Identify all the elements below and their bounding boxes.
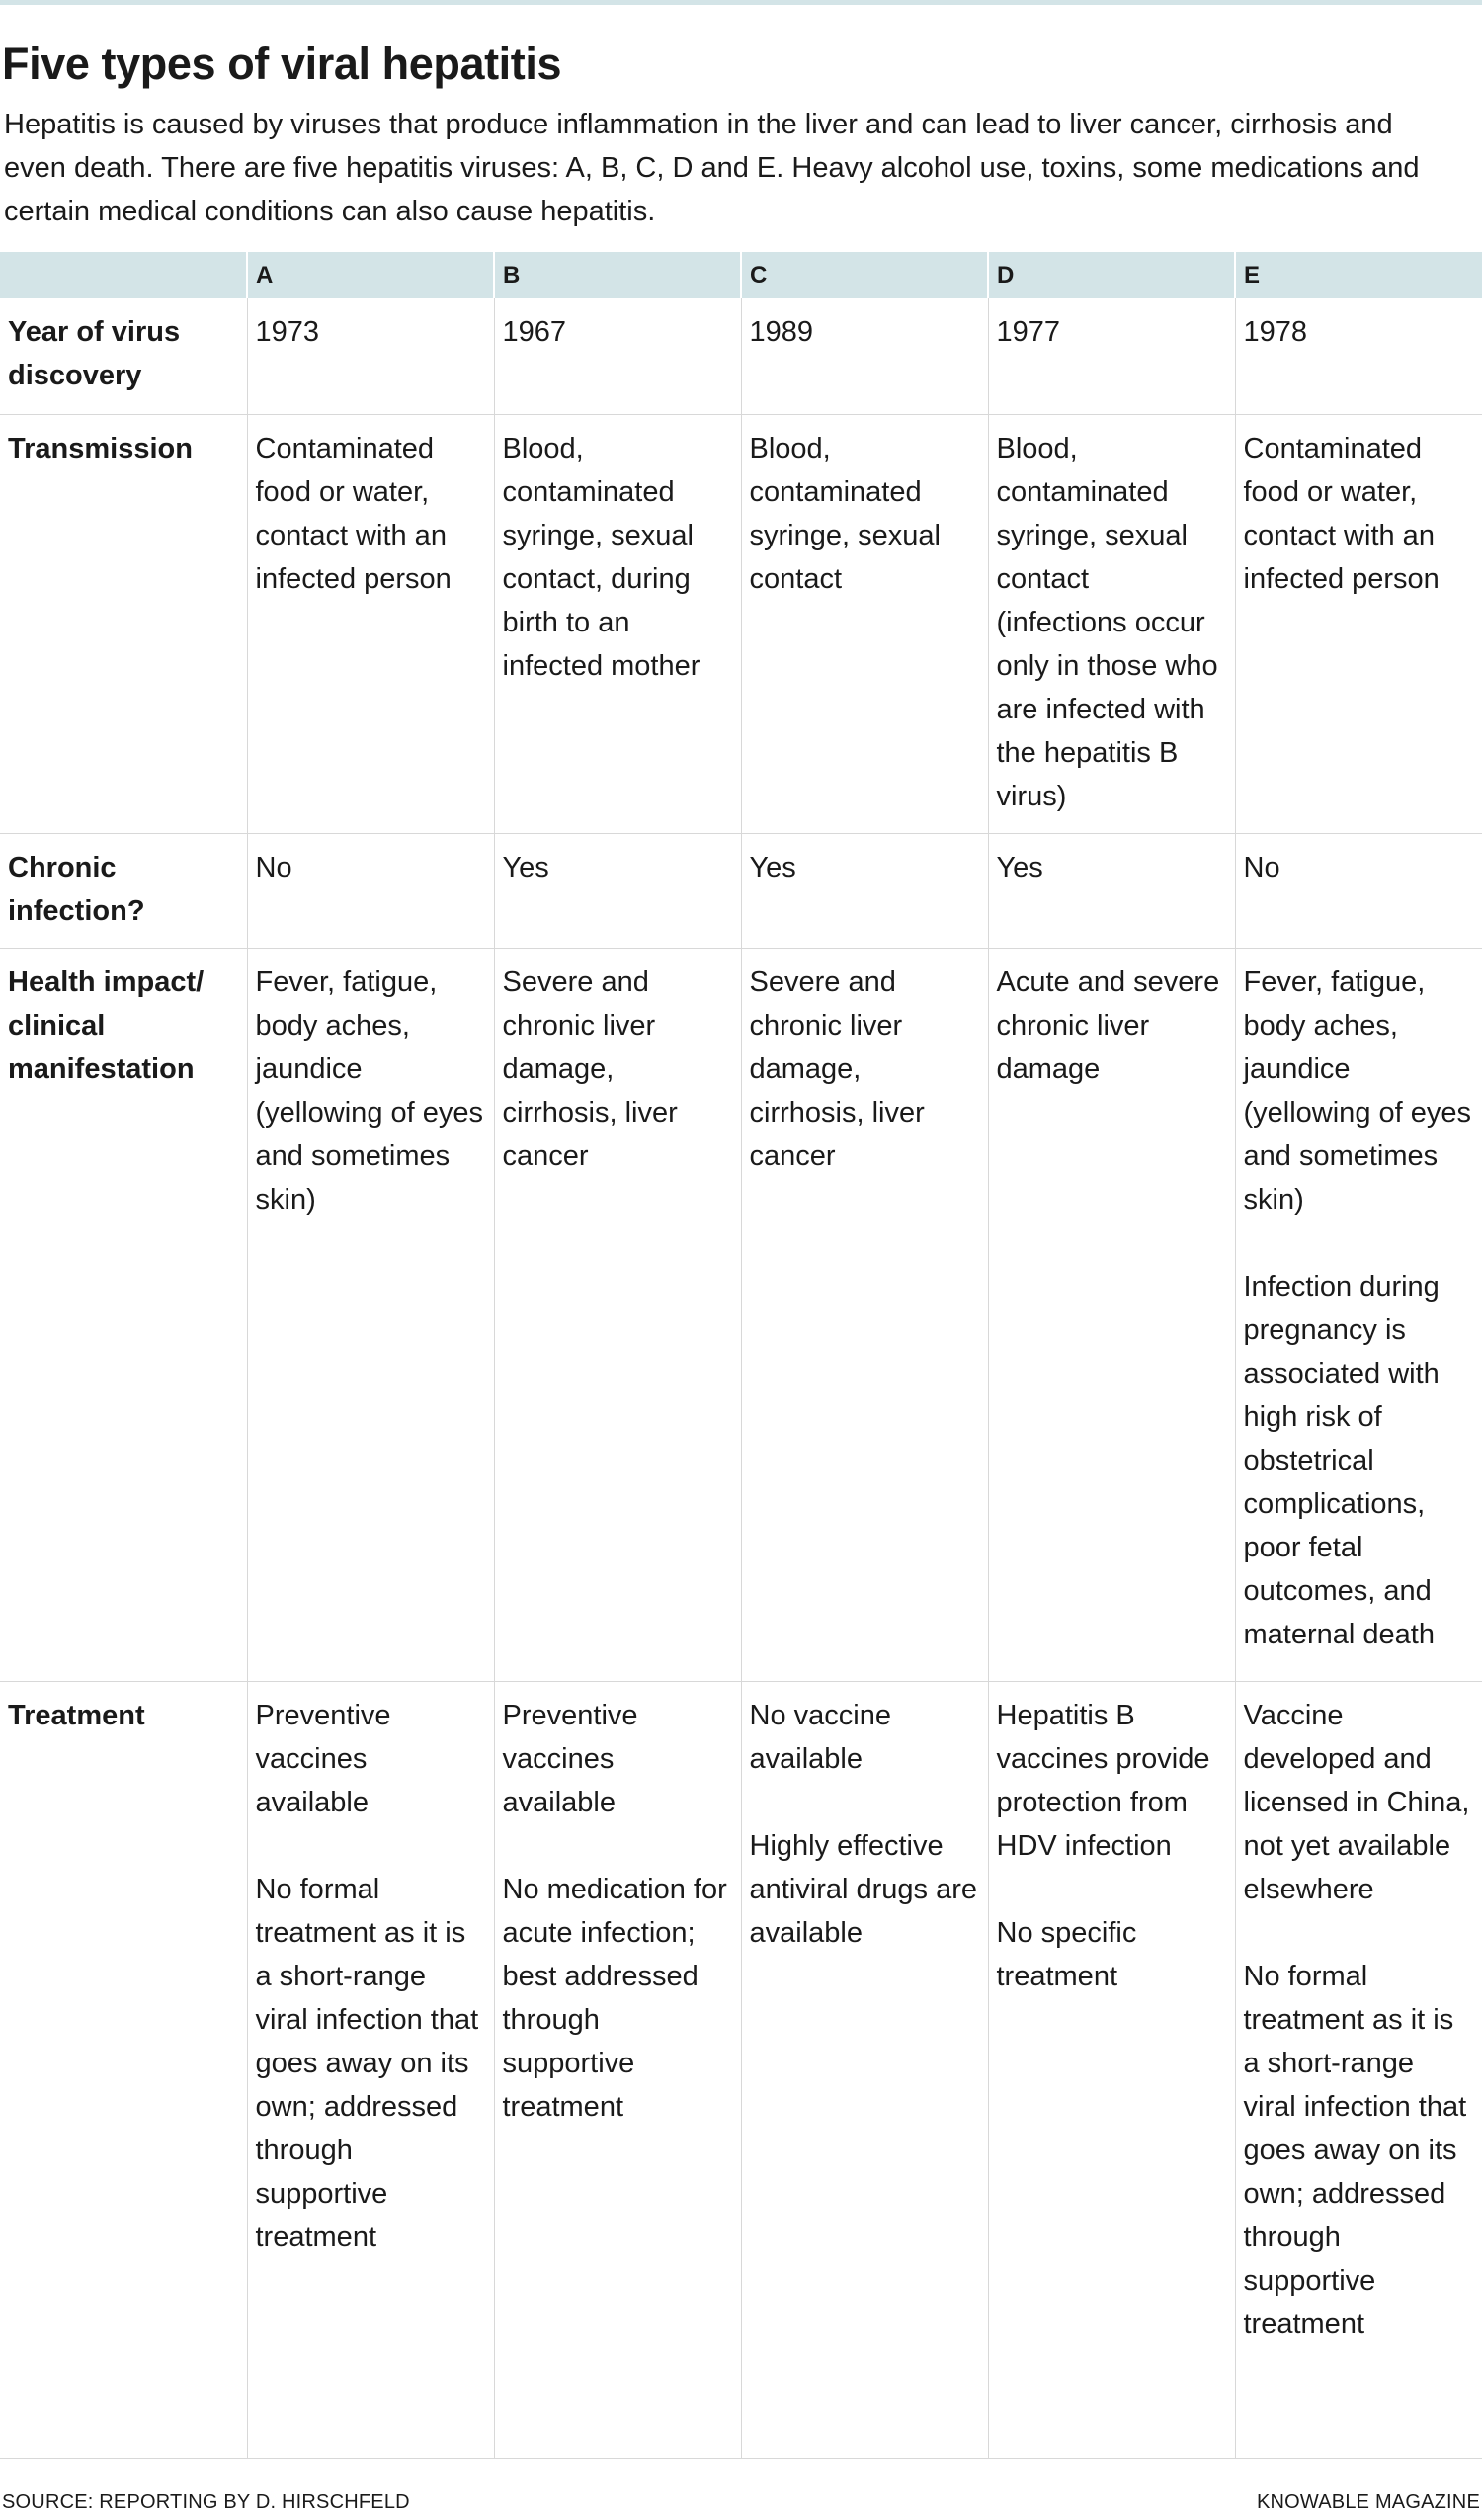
- header-cell-a: A: [247, 252, 494, 298]
- row-label: Chronic infection?: [0, 833, 247, 948]
- cell-text: Fever, fatigue, body aches, jaundice (yellowing of eyes and sometimes skin): [1243, 966, 1471, 1216]
- row-chronic-infection: [0, 833, 1482, 948]
- cell-c: [741, 833, 988, 948]
- cell-a: [247, 948, 494, 1681]
- cell-text: 1967: [502, 316, 567, 348]
- cell-c: [741, 298, 988, 414]
- hepatitis-table: [0, 252, 1482, 2459]
- cell-text: Highly effective antiviral drugs are available: [749, 1829, 977, 1949]
- cell-text: Severe and chronic liver damage, cirrhosis, liver cancer: [749, 966, 925, 1172]
- source-note: SOURCE: REPORTING BY D. HIRSCHFELD: [2, 2491, 410, 2513]
- cell-text: Preventive vaccines available: [502, 1699, 638, 1818]
- header-cell-blank: [0, 252, 247, 298]
- row-health-impact: [0, 948, 1482, 1681]
- cell-text: Contaminated food or water, contact with an infected person: [255, 432, 452, 595]
- cell-e: [1235, 833, 1482, 948]
- cell-text: Yes: [502, 851, 549, 883]
- cell-text: Hepatitis B vaccines provide protection from HDV infection: [996, 1699, 1210, 1862]
- cell-b: [494, 833, 741, 948]
- cell-d: [988, 948, 1235, 1681]
- cell-text: No medication for acute infection; best addressed through supportive treatment: [502, 1873, 727, 2123]
- cell-d: [988, 414, 1235, 833]
- cell-c: [741, 948, 988, 1681]
- cell-d: [988, 1681, 1235, 2458]
- header-cell-e: E: [1235, 252, 1482, 298]
- row-transmission: [0, 414, 1482, 833]
- cell-d: [988, 833, 1235, 948]
- cell-e: [1235, 298, 1482, 414]
- cell-text: No formal treatment as it is a short-range viral infection that goes away on its own; addressed through supportive treatment: [1243, 1960, 1467, 2340]
- cell-text: No formal treatment as it is a short-range viral infection that goes away on its own; addressed through supportive treatment: [255, 1873, 479, 2253]
- cell-text: No specific treatment: [996, 1916, 1137, 1992]
- row-label: Treatment: [0, 1681, 247, 2458]
- cell-text: Infection during pregnancy is associated with high risk of obstetrical complications, poor fetal outcomes, and maternal death: [1243, 1270, 1440, 1650]
- cell-text: 1978: [1243, 316, 1308, 348]
- cell-b: [494, 298, 741, 414]
- header-cell-c: C: [741, 252, 988, 298]
- cell-a: [247, 1681, 494, 2458]
- cell-text: Fever, fatigue, body aches, jaundice (yellowing of eyes and sometimes skin): [255, 966, 483, 1216]
- intro-text: Hepatitis is caused by viruses that produce inflammation in the liver and can lead to liver cancer, cirrhosis and even death. There are five hepatitis viruses: A, B, C, D and E. Heavy alcohol use, toxins, some medications and certain medical conditions can also cause hepatitis.: [4, 109, 1420, 227]
- cell-text: Preventive vaccines available: [255, 1699, 391, 1818]
- header-row: [0, 252, 1482, 298]
- row-label: Health impact/ clinical manifestation: [0, 948, 247, 1681]
- cell-text: No: [1243, 851, 1280, 883]
- row-treatment: [0, 1681, 1482, 2458]
- row-label: Transmission: [0, 414, 247, 833]
- cell-text: Vaccine developed and licensed in China, not yet available elsewhere: [1243, 1699, 1470, 1905]
- cell-text: Yes: [996, 851, 1043, 883]
- cell-text: 1977: [996, 316, 1061, 348]
- cell-a: [247, 414, 494, 833]
- cell-c: [741, 414, 988, 833]
- page-title: Five types of viral hepatitis: [2, 39, 562, 89]
- cell-e: [1235, 414, 1482, 833]
- cell-text: No vaccine available: [749, 1699, 891, 1775]
- table-body: [0, 298, 1482, 2458]
- cell-text: Contaminated food or water, contact with an infected person: [1243, 432, 1440, 595]
- cell-text: Blood, contaminated syringe, sexual contact: [749, 432, 941, 595]
- cell-c: [741, 1681, 988, 2458]
- publisher-credit: KNOWABLE MAGAZINE: [1256, 2491, 1480, 2513]
- cell-e: [1235, 1681, 1482, 2458]
- header-cell-b: B: [494, 252, 741, 298]
- cell-text: Blood, contaminated syringe, sexual contact, during birth to an infected mother: [502, 432, 700, 682]
- cell-text: Severe and chronic liver damage, cirrhosis, liver cancer: [502, 966, 678, 1172]
- cell-d: [988, 298, 1235, 414]
- cell-b: [494, 414, 741, 833]
- cell-e: [1235, 948, 1482, 1681]
- cell-a: [247, 298, 494, 414]
- row-year-of-discovery: [0, 298, 1482, 414]
- table-header: [0, 252, 1482, 298]
- cell-text: Blood, contaminated syringe, sexual contact (infections occur only in those who are infected with the hepatitis B virus): [996, 432, 1218, 812]
- cell-text: Yes: [749, 851, 796, 883]
- header-cell-d: D: [988, 252, 1235, 298]
- cell-text: 1973: [255, 316, 320, 348]
- cell-text: No: [255, 851, 292, 883]
- cell-b: [494, 948, 741, 1681]
- row-label: Year of virus discovery: [0, 298, 247, 414]
- cell-text: Acute and severe chronic liver damage: [996, 966, 1220, 1085]
- top-rule: [0, 0, 1482, 5]
- cell-a: [247, 833, 494, 948]
- cell-text: 1989: [749, 316, 814, 348]
- cell-b: [494, 1681, 741, 2458]
